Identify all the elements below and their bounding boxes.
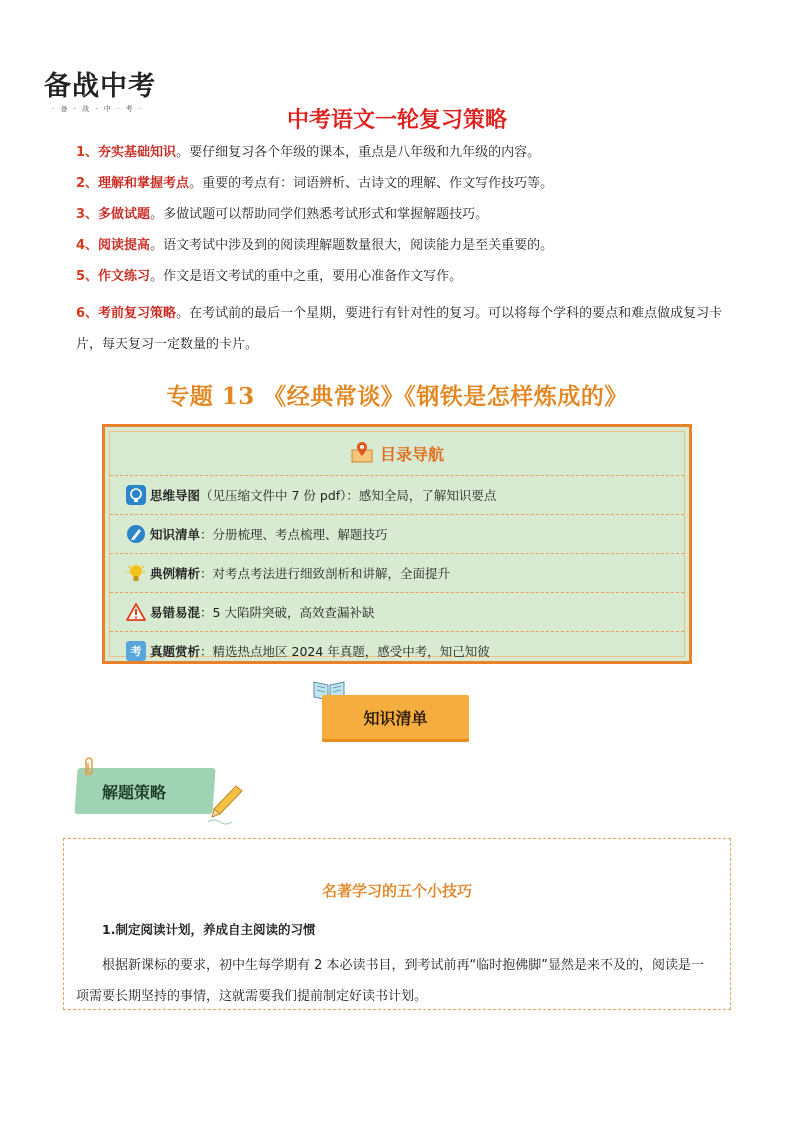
section-tab-label: 解题策略 (102, 783, 167, 802)
tip-heading: 1.制定阅读计划，养成自主阅读的习惯 (102, 922, 316, 937)
strategy-number: 6、 (76, 306, 99, 321)
pencil-circle-icon (126, 524, 146, 544)
pencil-icon (206, 782, 246, 830)
strategy-number: 2、 (76, 176, 99, 191)
strategy-number: 1、 (76, 145, 99, 160)
strategy-number: 5、 (76, 269, 99, 284)
strategy-item (76, 174, 736, 194)
strategy-item (76, 298, 736, 360)
strategy-item (76, 236, 736, 256)
tips-title: 名著学习的五个小技巧 (321, 882, 472, 900)
toc-item-text: （见压缩文件中 7 份 pdf）：感知全局，了解知识要点 (200, 488, 497, 503)
strategy-keyword: 夯实基础知识 (98, 145, 177, 160)
paperclip-icon (82, 756, 96, 782)
logo-text: 备战中考 (44, 71, 156, 102)
strategy-item (76, 143, 736, 163)
toc-item-text: ：分册梳理、考点梳理、解题技巧 (200, 527, 388, 542)
toc-item-label: 真题赏析 (150, 644, 201, 659)
exam-icon: 考 (126, 641, 146, 661)
warning-icon (126, 602, 146, 622)
strategy-text: 。多做试题可以帮助同学们熟悉考试形式和掌握解题技巧。 (150, 207, 489, 222)
toc-item-past-exams[interactable] (110, 632, 684, 670)
toc-item-label: 思维导图 (150, 488, 201, 503)
toc-item-label: 知识清单 (150, 527, 201, 542)
strategy-text: 。要仔细复习各个年级的课本，重点是八年级和九年级的内容。 (176, 145, 541, 160)
strategy-keyword: 多做试题 (98, 207, 151, 222)
strategy-item (76, 267, 736, 287)
logo-subtext: · 备 · 战 · 中 · 考 · (52, 105, 143, 113)
toc-item-label: 典例精析 (150, 566, 201, 581)
toc-item-label: 易错易混 (150, 605, 201, 620)
strategy-number: 4、 (76, 238, 99, 253)
toc-item-text: ：对考点考法进行细致剖析和讲解，全面提升 (200, 566, 451, 581)
toc-item-mistakes[interactable] (110, 593, 684, 632)
strategy-keyword: 作文练习 (98, 269, 151, 284)
toc-item-knowledge-list[interactable] (110, 515, 684, 554)
topic-title: 专题 13 《经典常谈》《钢铁是怎样炼成的》 (166, 383, 628, 410)
brain-head-icon (126, 485, 146, 505)
toc-item-text: ：5 大陷阱突破，高效查漏补缺 (200, 605, 375, 620)
strategy-keyword: 理解和掌握考点 (98, 176, 190, 191)
toc-item-examples[interactable] (110, 554, 684, 593)
strategy-text: 。重要的考点有：词语辨析、古诗文的理解、作文写作技巧等。 (189, 176, 554, 191)
lightbulb-icon (126, 563, 146, 583)
strategy-keyword: 阅读提高 (98, 238, 151, 253)
tip-body: 根据新课标的要求，初中生每学期有 2 本必读书目，到考试前再“临时抱佛脚”显然是来不及的，阅读是一项需要长期坚持的事情，这就需要我们提前制定好读书计划。 (76, 958, 705, 1004)
toc-header (110, 432, 684, 476)
strategy-number: 3、 (76, 207, 99, 222)
table-of-contents (102, 424, 692, 664)
toc-item-text: ：精选热点地区 2024 年真题，感受中考，知己知彼 (200, 644, 490, 659)
toc-item-mind-map[interactable] (110, 476, 684, 515)
strategy-text: 。作文是语文考试的重中之重，要用心准备作文写作。 (150, 269, 463, 284)
page-title: 中考语文一轮复习策略 (286, 108, 507, 133)
map-pin-icon (350, 440, 374, 468)
knowledge-list-badge: 知识清单 (322, 695, 469, 739)
strategy-list (76, 143, 736, 371)
strategy-text: 。在考试前的最后一个星期，要进行有针对性的复习。可以将每个学科的要点和难点做成复习卡片，每天复习一定数量的卡片。 (76, 306, 723, 352)
toc-title: 目录导航 (379, 445, 444, 464)
strategy-item (76, 205, 736, 225)
strategy-text: 。语文考试中涉及到的阅读理解题数量很大，阅读能力是至关重要的。 (150, 238, 554, 253)
strategy-keyword: 考前复习策略 (98, 306, 177, 321)
